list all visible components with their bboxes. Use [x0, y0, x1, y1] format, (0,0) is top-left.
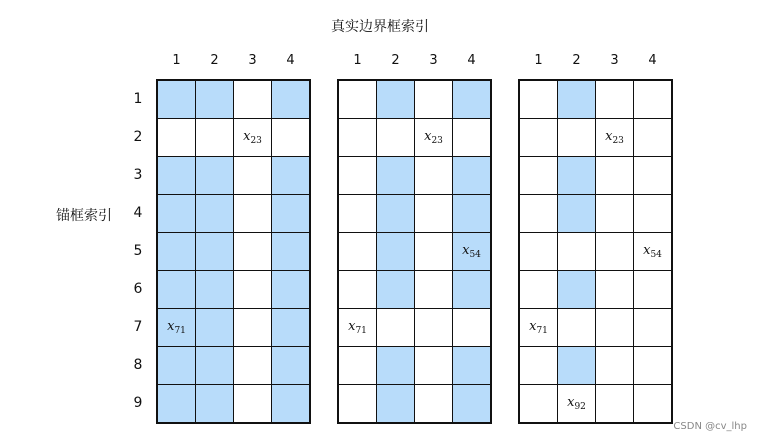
matrix-cell: [272, 119, 309, 156]
assignment-label: $x_{54}$: [643, 243, 662, 260]
matrix-cell: [377, 385, 414, 422]
matrix-cell: [558, 157, 595, 194]
matrix-cell: [415, 309, 452, 346]
matrix-cell: [415, 385, 452, 422]
matrix-cell: [520, 119, 557, 156]
panel-1-col-label-3: 3: [248, 53, 257, 68]
matrix-cell: [377, 271, 414, 308]
matrix-cell: [272, 309, 309, 346]
matrix-cell: [634, 347, 671, 384]
matrix-cell: [520, 195, 557, 232]
matrix-cell: [377, 347, 414, 384]
panel-2-matrix: [337, 79, 492, 424]
panel-2-col-label-3: 3: [429, 53, 438, 68]
matrix-cell: [377, 195, 414, 232]
matrix-cell: [415, 119, 452, 156]
row-label-2: 2: [133, 129, 143, 145]
matrix-cell: [520, 81, 557, 118]
matrix-cell: [596, 195, 633, 232]
matrix-cell: [453, 233, 490, 270]
matrix-cell: [453, 119, 490, 156]
matrix-cell: [272, 233, 309, 270]
matrix-cell: [377, 157, 414, 194]
row-label-9: 9: [133, 395, 143, 411]
matrix-cell: [272, 157, 309, 194]
panel-3-col-label-2: 2: [572, 53, 581, 68]
matrix-cell: [558, 81, 595, 118]
matrix-cell: [520, 233, 557, 270]
matrix-cell: [558, 347, 595, 384]
matrix-cell: [339, 347, 376, 384]
matrix-cell: [558, 385, 595, 422]
matrix-cell: [158, 81, 195, 118]
matrix-cell: [339, 119, 376, 156]
matrix-cell: [339, 385, 376, 422]
assignment-label: $x_{92}$: [567, 395, 586, 412]
matrix-cell: [234, 233, 271, 270]
matrix-cell: [453, 271, 490, 308]
panel-1-col-label-4: 4: [286, 53, 295, 68]
matrix-cell: [453, 157, 490, 194]
matrix-cell: [158, 233, 195, 270]
matrix-cell: [415, 81, 452, 118]
matrix-cell: [377, 309, 414, 346]
matrix-cell: [415, 195, 452, 232]
panel-1-matrix: [156, 79, 311, 424]
panel-2-col-label-2: 2: [391, 53, 400, 68]
matrix-cell: [339, 233, 376, 270]
matrix-cell: [520, 309, 557, 346]
matrix-cell: [596, 271, 633, 308]
panel-1-col-label-1: 1: [172, 53, 181, 68]
matrix-cell: [234, 385, 271, 422]
matrix-cell: [196, 119, 233, 156]
matrix-cell: [634, 309, 671, 346]
matrix-cell: [596, 81, 633, 118]
matrix-cell: [339, 309, 376, 346]
matrix-cell: [196, 233, 233, 270]
matrix-cell: [158, 309, 195, 346]
matrix-cell: [158, 195, 195, 232]
matrix-cell: [453, 81, 490, 118]
matrix-cell: [377, 119, 414, 156]
matrix-cell: [634, 271, 671, 308]
matrix-cell: [234, 195, 271, 232]
matrix-cell: [596, 347, 633, 384]
matrix-cell: [634, 157, 671, 194]
matrix-cell: [415, 157, 452, 194]
matrix-cell: [272, 347, 309, 384]
assignment-label: $x_{23}$: [243, 129, 262, 146]
matrix-cell: [634, 385, 671, 422]
matrix-cell: [339, 271, 376, 308]
matrix-cell: [596, 309, 633, 346]
panel-2-col-label-1: 1: [353, 53, 362, 68]
panel-3-matrix: [518, 79, 673, 424]
matrix-cell: [520, 157, 557, 194]
row-label-1: 1: [133, 91, 143, 107]
matrix-cell: [596, 233, 633, 270]
matrix-cell: [558, 119, 595, 156]
matrix-cell: [339, 195, 376, 232]
matrix-cell: [596, 385, 633, 422]
assignment-label: $x_{71}$: [348, 319, 367, 336]
matrix-cell: [634, 81, 671, 118]
panel-3-col-label-4: 4: [648, 53, 657, 68]
matrix-cell: [272, 81, 309, 118]
matrix-cell: [158, 271, 195, 308]
matrix-cell: [158, 157, 195, 194]
matrix-cell: [634, 119, 671, 156]
row-label-8: 8: [133, 357, 143, 373]
matrix-cell: [558, 309, 595, 346]
matrix-cell: [196, 385, 233, 422]
matrix-cell: [453, 347, 490, 384]
matrix-cell: [272, 385, 309, 422]
panel-1-col-label-2: 2: [210, 53, 219, 68]
matrix-cell: [520, 385, 557, 422]
matrix-cell: [196, 195, 233, 232]
matrix-cell: [558, 195, 595, 232]
row-label-4: 4: [133, 205, 143, 221]
matrix-cell: [377, 81, 414, 118]
matrix-cell: [596, 119, 633, 156]
matrix-cell: [234, 347, 271, 384]
matrix-cell: [596, 157, 633, 194]
matrix-cell: [634, 233, 671, 270]
assignment-label: $x_{71}$: [529, 319, 548, 336]
matrix-cell: [234, 309, 271, 346]
matrix-cell: [415, 233, 452, 270]
matrix-cell: [158, 119, 195, 156]
matrix-cell: [196, 309, 233, 346]
matrix-cell: [634, 195, 671, 232]
matrix-cell: [234, 119, 271, 156]
assignment-label: $x_{54}$: [462, 243, 481, 260]
matrix-cell: [453, 309, 490, 346]
matrix-cell: [415, 271, 452, 308]
matrix-cell: [520, 347, 557, 384]
matrix-cell: [196, 157, 233, 194]
matrix-cell: [415, 347, 452, 384]
assignment-label: $x_{23}$: [424, 129, 443, 146]
matrix-cell: [196, 81, 233, 118]
matrix-cell: [272, 271, 309, 308]
matrix-cell: [377, 233, 414, 270]
matrix-cell: [453, 195, 490, 232]
matrix-cell: [196, 271, 233, 308]
matrix-cell: [234, 157, 271, 194]
matrix-cell: [158, 347, 195, 384]
matrix-cell: [158, 385, 195, 422]
row-axis-label: 锚框索引: [56, 208, 112, 224]
row-label-5: 5: [133, 243, 143, 259]
panel-3-col-label-3: 3: [610, 53, 619, 68]
diagram-title: 真实边界框索引: [331, 19, 429, 35]
matrix-cell: [558, 271, 595, 308]
row-label-7: 7: [133, 319, 143, 335]
matrix-cell: [272, 195, 309, 232]
matrix-cell: [234, 81, 271, 118]
matrix-cell: [234, 271, 271, 308]
matrix-cell: [339, 81, 376, 118]
row-label-3: 3: [133, 167, 143, 183]
panel-3-col-label-1: 1: [534, 53, 543, 68]
matrix-cell: [339, 157, 376, 194]
matrix-cell: [520, 271, 557, 308]
panel-2-col-label-4: 4: [467, 53, 476, 68]
matrix-cell: [196, 347, 233, 384]
watermark: CSDN @cv_lhp: [673, 421, 747, 432]
matrix-cell: [558, 233, 595, 270]
assignment-label: $x_{71}$: [167, 319, 186, 336]
matrix-cell: [453, 385, 490, 422]
row-label-6: 6: [133, 281, 143, 297]
assignment-label: $x_{23}$: [605, 129, 624, 146]
